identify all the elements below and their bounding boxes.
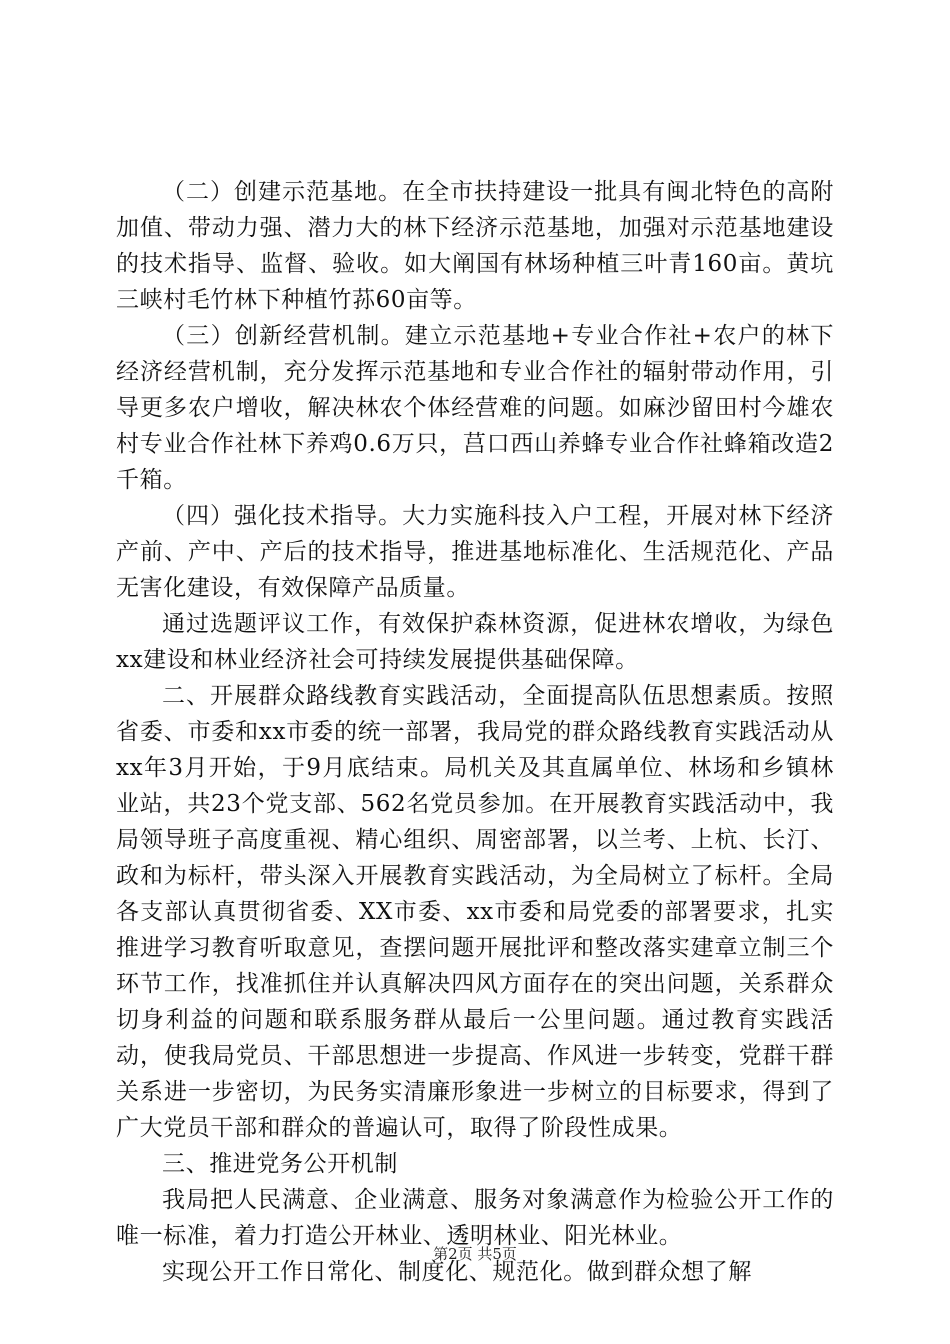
paragraph-topic-review: 通过选题评议工作，有效保护森林资源，促进林农增收，为绿色xx建设和林业经济社会可持续发展提供基础保障。 bbox=[116, 611, 834, 673]
paragraph-demonstration-bases: （二）创建示范基地。在全市扶持建设一批具有闽北特色的高附加值、带动力强、潜力大的林下经济示范基地，加强对示范基地建设的技术指导、监督、验收。如大阐国有林场种植三叶青160亩。黄坑三峡村毛竹林下种植竹荪60亩等。 bbox=[116, 179, 834, 313]
paragraph-operating-mechanism: （三）创新经营机制。建立示范基地+专业合作社+农户的林下经济经营机制，充分发挥示范基地和专业合作社的辐射带动作用，引导更多农户增收，解决林农个体经营难的问题。如麻沙留田村今雄农村专业合作社林下养鸡0.6万只，莒口西山养蜂专业合作社蜂箱改造2千箱。 bbox=[116, 323, 834, 493]
page-number-footer: 第2页 共5页 bbox=[433, 1245, 517, 1263]
paragraph-public-satisfaction: 我局把人民满意、企业满意、服务对象满意作为检验公开工作的唯一标准，着力打造公开林业、透明林业、阳光林业。 bbox=[116, 1187, 834, 1249]
paragraph-openness-routine: 实现公开工作日常化、制度化、规范化。做到群众想了解 bbox=[162, 1259, 752, 1285]
paragraph-technical-guidance: （四）强化技术指导。大力实施科技入户工程，开展对林下经济产前、产中、产后的技术指导，推进基地标准化、生活规范化、产品无害化建设，有效保障产品质量。 bbox=[116, 503, 834, 601]
section-heading-party-affairs: 三、推进党务公开机制 bbox=[162, 1151, 398, 1177]
document-body bbox=[116, 174, 834, 1290]
paragraph-mass-line-education: 二、开展群众路线教育实践活动，全面提高队伍思想素质。按照省委、市委和xx市委的统一部署，我局党的群众路线教育实践活动从xx年3月开始，于9月底结束。局机关及其直属单位、林场和乡镇林业站，共23个党支部、562名党员参加。在开展教育实践活动中，我局领导班子高度重视、精心组织、周密部署，以兰考、上杭、长汀、政和为标杆，带头深入开展教育实践活动，为全局树立了标杆。全局各支部认真贯彻省委、XX市委、xx市委和局党委的部署要求，扎实推进学习教育听取意见，查摆问题开展批评和整改落实建章立制三个环节工作，找准抓住并认真解决四风方面存在的突出问题，关系群众切身利益的问题和联系服务群从最后一公里问题。通过教育实践活动，使我局党员、干部思想进一步提高、作风进一步转变，党群干群关系进一步密切，为民务实清廉形象进一步树立的目标要求，得到了广大党员干部和群众的普遍认可，取得了阶段性成果。 bbox=[116, 683, 834, 1141]
